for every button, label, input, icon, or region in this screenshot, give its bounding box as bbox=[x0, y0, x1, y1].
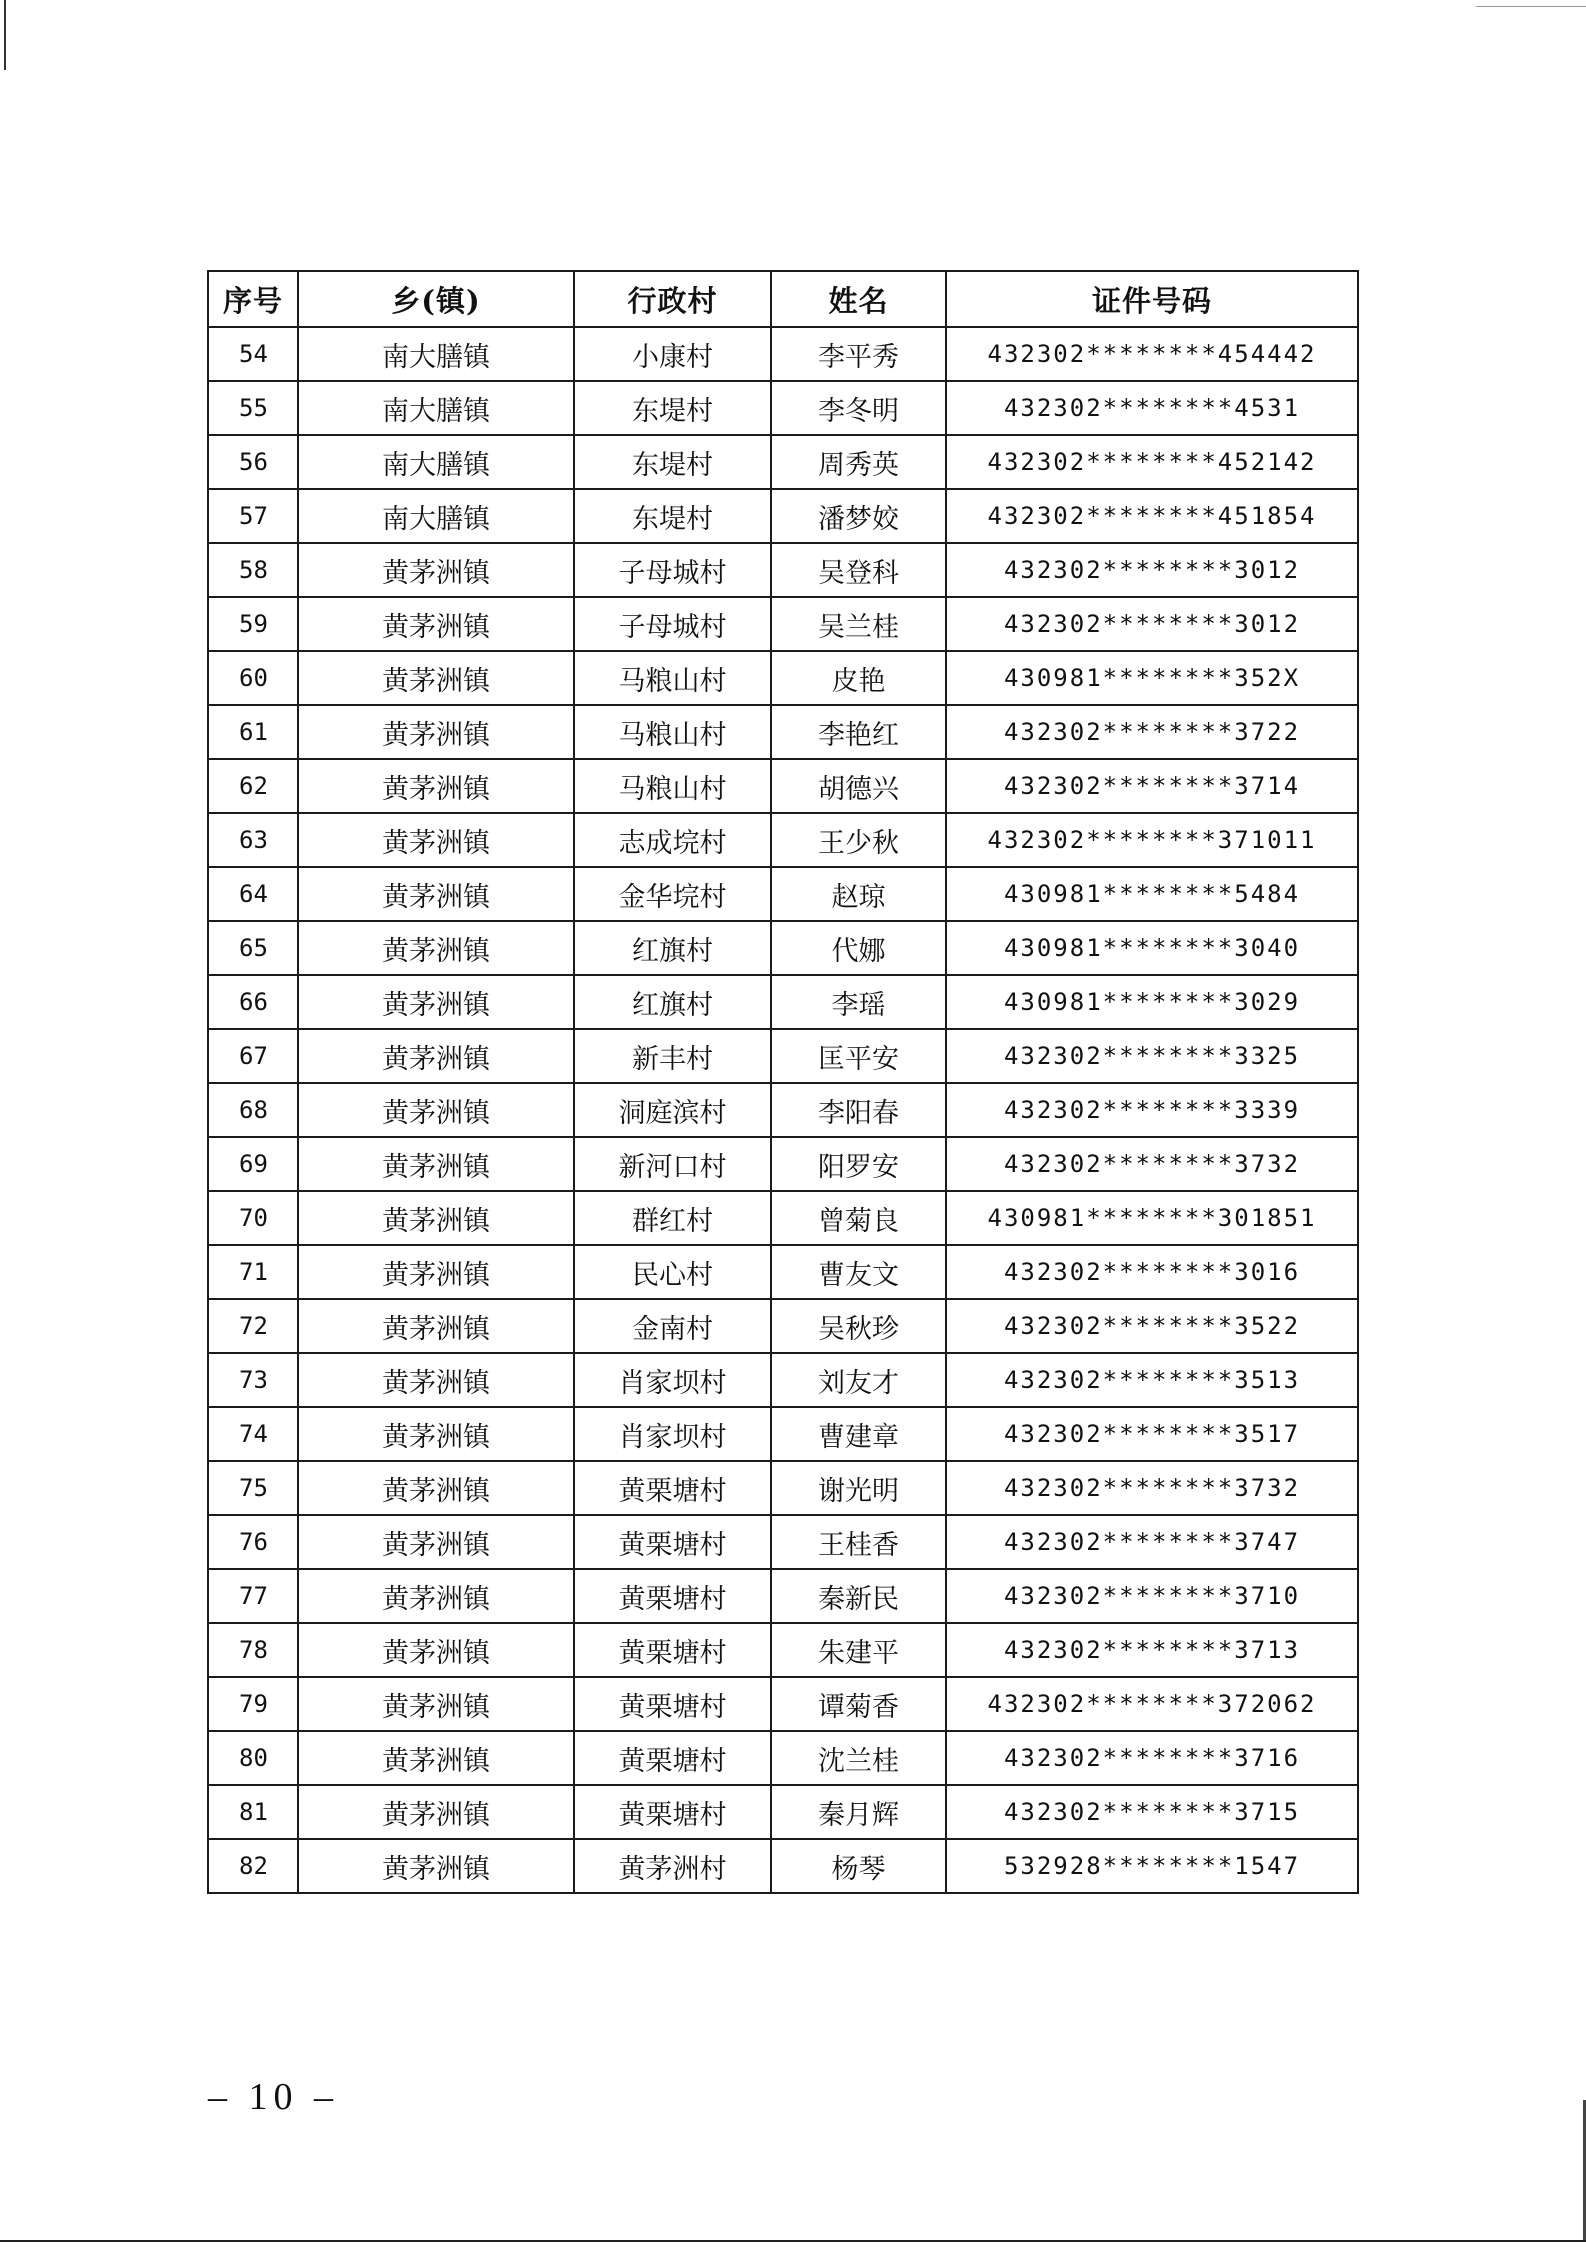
cell-serial-number: 62 bbox=[208, 759, 298, 813]
cell-name: 王少秋 bbox=[771, 813, 946, 867]
cell-name: 李瑶 bbox=[771, 975, 946, 1029]
cell-town: 黄茅洲镇 bbox=[298, 1623, 574, 1677]
cell-serial-number: 61 bbox=[208, 705, 298, 759]
cell-village: 小康村 bbox=[574, 327, 771, 381]
cell-town: 南大膳镇 bbox=[298, 435, 574, 489]
cell-name: 秦新民 bbox=[771, 1569, 946, 1623]
cell-id-number: 430981********3040 bbox=[946, 921, 1358, 975]
cell-town: 黄茅洲镇 bbox=[298, 975, 574, 1029]
cell-name: 吴兰桂 bbox=[771, 597, 946, 651]
scan-edge-mark bbox=[1476, 6, 1586, 7]
cell-village: 马粮山村 bbox=[574, 651, 771, 705]
cell-serial-number: 79 bbox=[208, 1677, 298, 1731]
cell-village: 黄栗塘村 bbox=[574, 1785, 771, 1839]
cell-serial-number: 74 bbox=[208, 1407, 298, 1461]
cell-town: 黄茅洲镇 bbox=[298, 1461, 574, 1515]
table-row bbox=[208, 1191, 1358, 1245]
cell-name: 秦月辉 bbox=[771, 1785, 946, 1839]
cell-id-number: 432302********454442 bbox=[946, 327, 1358, 381]
cell-serial-number: 77 bbox=[208, 1569, 298, 1623]
cell-serial-number: 69 bbox=[208, 1137, 298, 1191]
cell-town: 南大膳镇 bbox=[298, 489, 574, 543]
cell-serial-number: 78 bbox=[208, 1623, 298, 1677]
cell-name: 赵琼 bbox=[771, 867, 946, 921]
cell-name: 周秀英 bbox=[771, 435, 946, 489]
table-row bbox=[208, 975, 1358, 1029]
cell-town: 黄茅洲镇 bbox=[298, 1569, 574, 1623]
cell-name: 吴秋珍 bbox=[771, 1299, 946, 1353]
cell-village: 黄栗塘村 bbox=[574, 1461, 771, 1515]
scan-edge-mark bbox=[4, 0, 6, 70]
cell-town: 黄茅洲镇 bbox=[298, 1407, 574, 1461]
cell-name: 朱建平 bbox=[771, 1623, 946, 1677]
cell-id-number: 432302********3713 bbox=[946, 1623, 1358, 1677]
cell-id-number: 432302********3012 bbox=[946, 543, 1358, 597]
cell-serial-number: 54 bbox=[208, 327, 298, 381]
cell-name: 王桂香 bbox=[771, 1515, 946, 1569]
header-serial-number: 序号 bbox=[208, 271, 298, 327]
cell-id-number: 432302********3715 bbox=[946, 1785, 1358, 1839]
table-row bbox=[208, 1353, 1358, 1407]
cell-town: 黄茅洲镇 bbox=[298, 1677, 574, 1731]
cell-village: 黄茅洲村 bbox=[574, 1839, 771, 1893]
table-body bbox=[208, 327, 1358, 1893]
cell-serial-number: 81 bbox=[208, 1785, 298, 1839]
cell-name: 曹建章 bbox=[771, 1407, 946, 1461]
table-row bbox=[208, 327, 1358, 381]
table-row bbox=[208, 435, 1358, 489]
cell-town: 黄茅洲镇 bbox=[298, 651, 574, 705]
cell-town: 黄茅洲镇 bbox=[298, 1083, 574, 1137]
cell-id-number: 432302********3722 bbox=[946, 705, 1358, 759]
table-row bbox=[208, 651, 1358, 705]
cell-village: 黄栗塘村 bbox=[574, 1623, 771, 1677]
cell-serial-number: 80 bbox=[208, 1731, 298, 1785]
cell-id-number: 430981********352X bbox=[946, 651, 1358, 705]
cell-town: 黄茅洲镇 bbox=[298, 1785, 574, 1839]
table-row bbox=[208, 1623, 1358, 1677]
cell-serial-number: 64 bbox=[208, 867, 298, 921]
table-row bbox=[208, 921, 1358, 975]
cell-name: 匡平安 bbox=[771, 1029, 946, 1083]
cell-name: 胡德兴 bbox=[771, 759, 946, 813]
cell-serial-number: 58 bbox=[208, 543, 298, 597]
table-row bbox=[208, 1029, 1358, 1083]
cell-village: 子母城村 bbox=[574, 543, 771, 597]
cell-village: 东堤村 bbox=[574, 489, 771, 543]
table-row bbox=[208, 381, 1358, 435]
cell-town: 黄茅洲镇 bbox=[298, 867, 574, 921]
table-row bbox=[208, 1461, 1358, 1515]
cell-village: 洞庭滨村 bbox=[574, 1083, 771, 1137]
cell-town: 黄茅洲镇 bbox=[298, 759, 574, 813]
table-row bbox=[208, 1083, 1358, 1137]
cell-id-number: 432302********3710 bbox=[946, 1569, 1358, 1623]
header-name: 姓名 bbox=[771, 271, 946, 327]
cell-serial-number: 60 bbox=[208, 651, 298, 705]
cell-id-number: 432302********3714 bbox=[946, 759, 1358, 813]
cell-serial-number: 73 bbox=[208, 1353, 298, 1407]
cell-name: 潘梦姣 bbox=[771, 489, 946, 543]
table-row bbox=[208, 1407, 1358, 1461]
cell-serial-number: 59 bbox=[208, 597, 298, 651]
cell-name: 李冬明 bbox=[771, 381, 946, 435]
cell-name: 李阳春 bbox=[771, 1083, 946, 1137]
cell-town: 南大膳镇 bbox=[298, 381, 574, 435]
cell-village: 子母城村 bbox=[574, 597, 771, 651]
cell-town: 黄茅洲镇 bbox=[298, 1245, 574, 1299]
cell-id-number: 432302********372062 bbox=[946, 1677, 1358, 1731]
cell-id-number: 532928********1547 bbox=[946, 1839, 1358, 1893]
cell-serial-number: 68 bbox=[208, 1083, 298, 1137]
cell-town: 黄茅洲镇 bbox=[298, 1299, 574, 1353]
cell-id-number: 432302********3339 bbox=[946, 1083, 1358, 1137]
cell-id-number: 432302********3522 bbox=[946, 1299, 1358, 1353]
cell-village: 志成垸村 bbox=[574, 813, 771, 867]
cell-town: 黄茅洲镇 bbox=[298, 1029, 574, 1083]
cell-serial-number: 75 bbox=[208, 1461, 298, 1515]
cell-village: 马粮山村 bbox=[574, 705, 771, 759]
cell-id-number: 432302********3325 bbox=[946, 1029, 1358, 1083]
cell-village: 马粮山村 bbox=[574, 759, 771, 813]
cell-village: 红旗村 bbox=[574, 921, 771, 975]
cell-name: 李平秀 bbox=[771, 327, 946, 381]
cell-id-number: 432302********3012 bbox=[946, 597, 1358, 651]
cell-id-number: 432302********3747 bbox=[946, 1515, 1358, 1569]
cell-town: 黄茅洲镇 bbox=[298, 1353, 574, 1407]
cell-serial-number: 67 bbox=[208, 1029, 298, 1083]
table-row bbox=[208, 543, 1358, 597]
cell-village: 肖家坝村 bbox=[574, 1353, 771, 1407]
cell-village: 金南村 bbox=[574, 1299, 771, 1353]
cell-id-number: 432302********371011 bbox=[946, 813, 1358, 867]
cell-town: 黄茅洲镇 bbox=[298, 1515, 574, 1569]
cell-id-number: 432302********3732 bbox=[946, 1461, 1358, 1515]
cell-id-number: 432302********451854 bbox=[946, 489, 1358, 543]
cell-serial-number: 65 bbox=[208, 921, 298, 975]
cell-serial-number: 72 bbox=[208, 1299, 298, 1353]
table-row bbox=[208, 1245, 1358, 1299]
cell-name: 曾菊良 bbox=[771, 1191, 946, 1245]
cell-id-number: 432302********3716 bbox=[946, 1731, 1358, 1785]
table-row bbox=[208, 759, 1358, 813]
cell-village: 肖家坝村 bbox=[574, 1407, 771, 1461]
table-row bbox=[208, 1677, 1358, 1731]
table-row bbox=[208, 1515, 1358, 1569]
cell-id-number: 432302********4531 bbox=[946, 381, 1358, 435]
table-header bbox=[208, 271, 1358, 327]
table-row bbox=[208, 1137, 1358, 1191]
cell-village: 群红村 bbox=[574, 1191, 771, 1245]
table-row bbox=[208, 813, 1358, 867]
cell-id-number: 432302********3016 bbox=[946, 1245, 1358, 1299]
table-row bbox=[208, 1785, 1358, 1839]
cell-serial-number: 70 bbox=[208, 1191, 298, 1245]
cell-serial-number: 66 bbox=[208, 975, 298, 1029]
cell-village: 东堤村 bbox=[574, 381, 771, 435]
cell-village: 红旗村 bbox=[574, 975, 771, 1029]
cell-town: 黄茅洲镇 bbox=[298, 597, 574, 651]
cell-village: 东堤村 bbox=[574, 435, 771, 489]
cell-name: 谭菊香 bbox=[771, 1677, 946, 1731]
table-row bbox=[208, 489, 1358, 543]
cell-town: 黄茅洲镇 bbox=[298, 1839, 574, 1893]
table-row bbox=[208, 1839, 1358, 1893]
cell-serial-number: 71 bbox=[208, 1245, 298, 1299]
cell-serial-number: 57 bbox=[208, 489, 298, 543]
table-row bbox=[208, 705, 1358, 759]
cell-id-number: 430981********3029 bbox=[946, 975, 1358, 1029]
cell-town: 黄茅洲镇 bbox=[298, 1191, 574, 1245]
cell-name: 沈兰桂 bbox=[771, 1731, 946, 1785]
cell-serial-number: 55 bbox=[208, 381, 298, 435]
header-town: 乡(镇) bbox=[298, 271, 574, 327]
cell-id-number: 432302********3517 bbox=[946, 1407, 1358, 1461]
cell-name: 阳罗安 bbox=[771, 1137, 946, 1191]
cell-village: 新丰村 bbox=[574, 1029, 771, 1083]
cell-town: 黄茅洲镇 bbox=[298, 1137, 574, 1191]
cell-town: 黄茅洲镇 bbox=[298, 543, 574, 597]
scan-edge-mark bbox=[0, 2240, 1586, 2242]
cell-name: 刘友才 bbox=[771, 1353, 946, 1407]
header-id-number: 证件号码 bbox=[946, 271, 1358, 327]
cell-serial-number: 76 bbox=[208, 1515, 298, 1569]
page-number: – 10 – bbox=[208, 2076, 339, 2118]
cell-serial-number: 56 bbox=[208, 435, 298, 489]
cell-village: 黄栗塘村 bbox=[574, 1515, 771, 1569]
cell-id-number: 432302********3732 bbox=[946, 1137, 1358, 1191]
cell-village: 黄栗塘村 bbox=[574, 1677, 771, 1731]
cell-name: 皮艳 bbox=[771, 651, 946, 705]
cell-village: 黄栗塘村 bbox=[574, 1569, 771, 1623]
cell-village: 金华垸村 bbox=[574, 867, 771, 921]
cell-id-number: 430981********5484 bbox=[946, 867, 1358, 921]
cell-name: 谢光明 bbox=[771, 1461, 946, 1515]
header-row bbox=[208, 271, 1358, 327]
cell-id-number: 432302********452142 bbox=[946, 435, 1358, 489]
table-row bbox=[208, 1731, 1358, 1785]
cell-name: 吴登科 bbox=[771, 543, 946, 597]
cell-town: 南大膳镇 bbox=[298, 327, 574, 381]
table-row bbox=[208, 597, 1358, 651]
cell-name: 曹友文 bbox=[771, 1245, 946, 1299]
header-village: 行政村 bbox=[574, 271, 771, 327]
cell-village: 民心村 bbox=[574, 1245, 771, 1299]
cell-name: 杨琴 bbox=[771, 1839, 946, 1893]
table-row bbox=[208, 867, 1358, 921]
cell-id-number: 432302********3513 bbox=[946, 1353, 1358, 1407]
cell-village: 黄栗塘村 bbox=[574, 1731, 771, 1785]
cell-name: 李艳红 bbox=[771, 705, 946, 759]
cell-serial-number: 63 bbox=[208, 813, 298, 867]
cell-town: 黄茅洲镇 bbox=[298, 705, 574, 759]
cell-town: 黄茅洲镇 bbox=[298, 921, 574, 975]
cell-id-number: 430981********301851 bbox=[946, 1191, 1358, 1245]
cell-name: 代娜 bbox=[771, 921, 946, 975]
roster-table bbox=[207, 270, 1359, 1894]
cell-town: 黄茅洲镇 bbox=[298, 1731, 574, 1785]
cell-village: 新河口村 bbox=[574, 1137, 771, 1191]
table-row bbox=[208, 1569, 1358, 1623]
cell-serial-number: 82 bbox=[208, 1839, 298, 1893]
cell-town: 黄茅洲镇 bbox=[298, 813, 574, 867]
table-row bbox=[208, 1299, 1358, 1353]
